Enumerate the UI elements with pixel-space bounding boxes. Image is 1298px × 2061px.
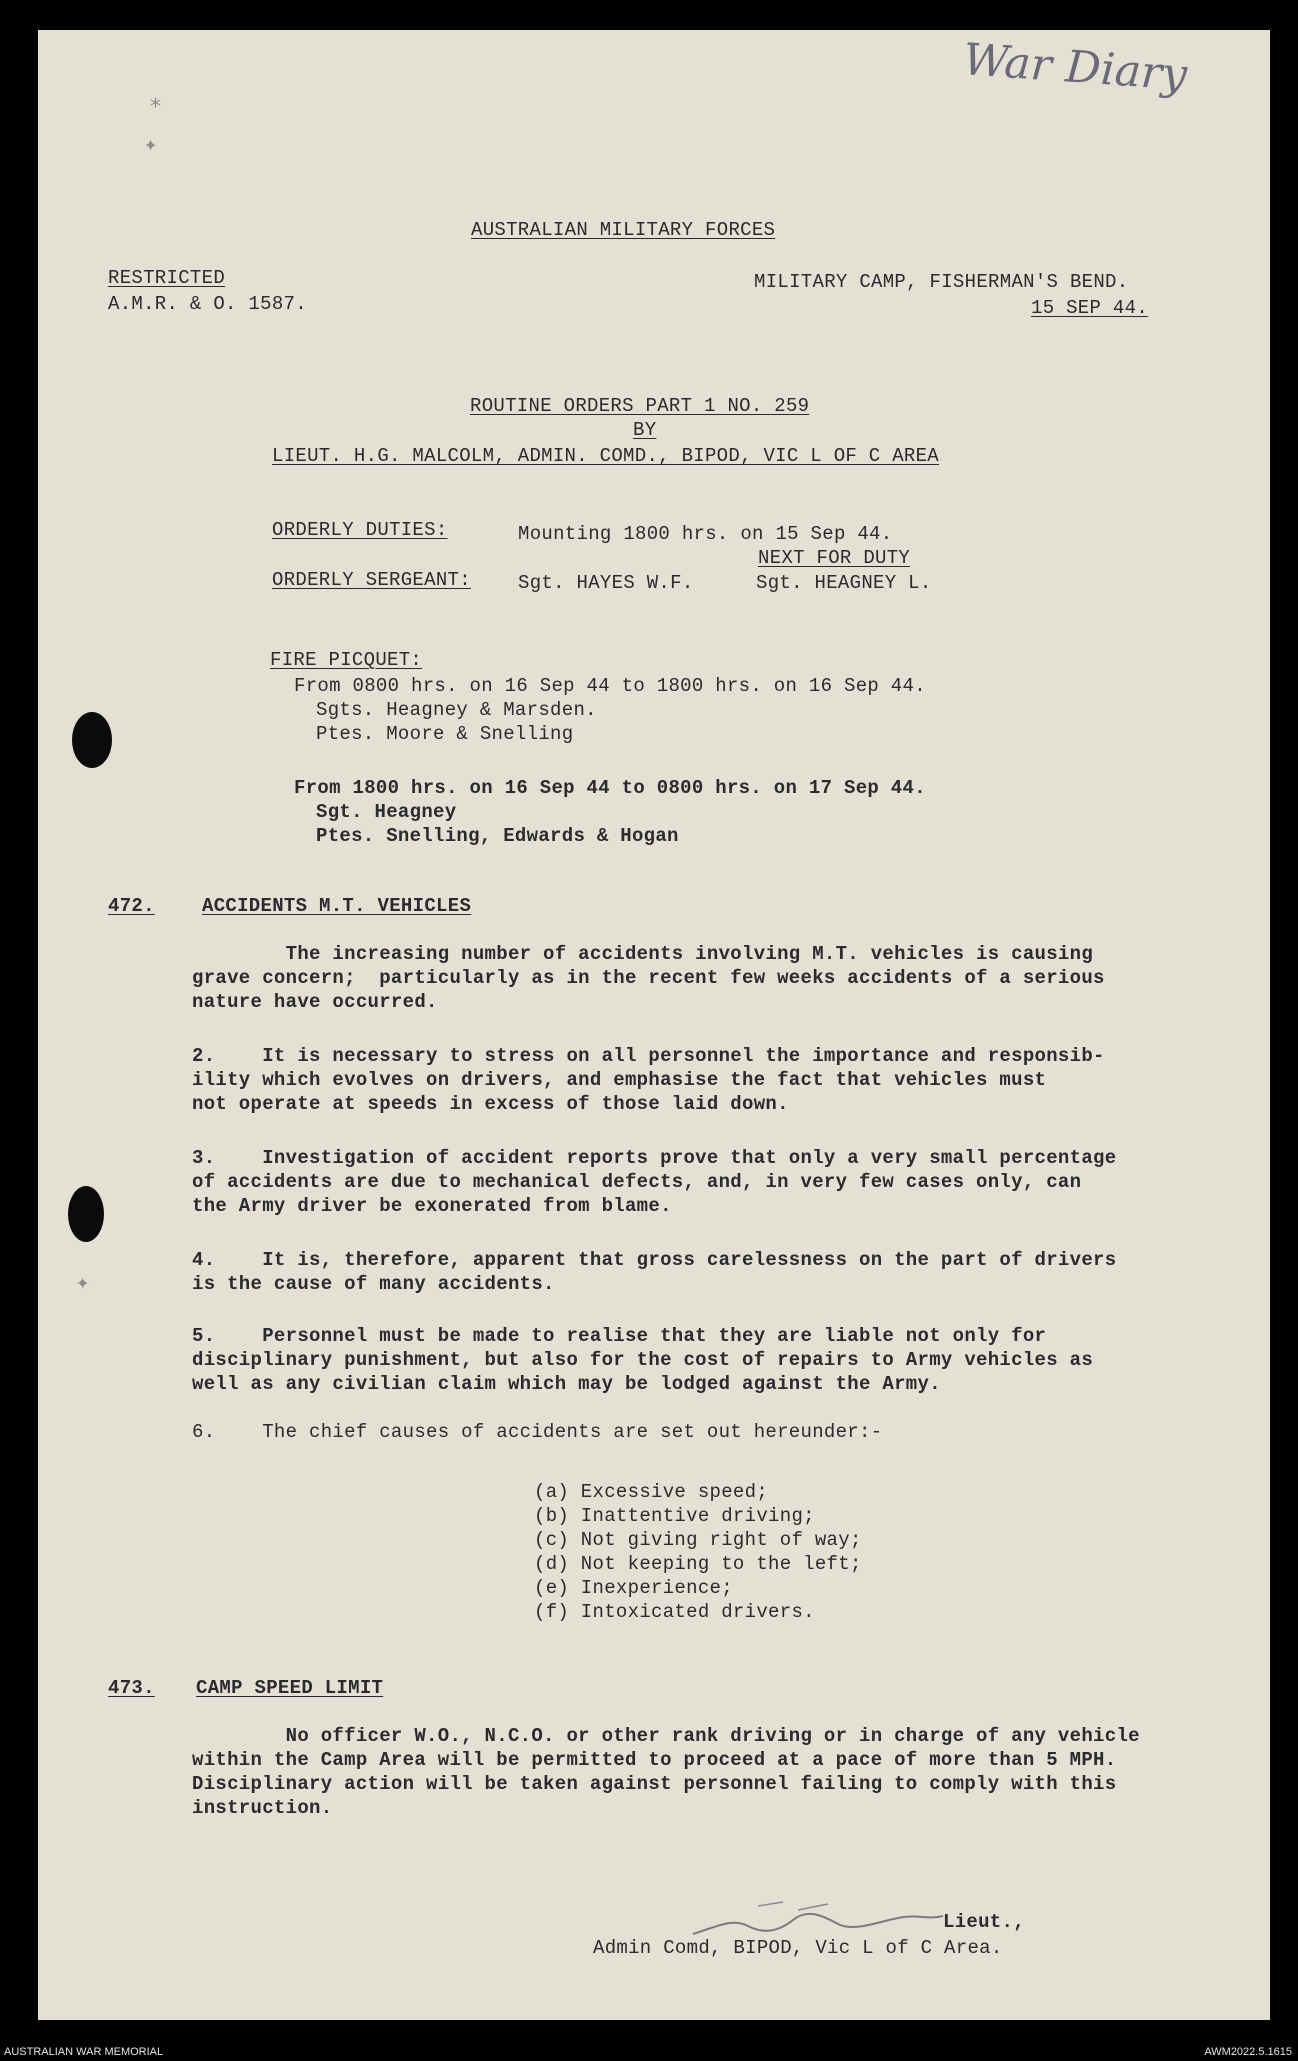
paper-dent-mark: ✦: [76, 1271, 90, 1296]
reference: A.M.R. & O. 1587.: [108, 293, 307, 315]
classification: RESTRICTED: [108, 267, 226, 289]
section-472-number: 472.: [108, 895, 155, 917]
cause-item: (e) Inexperience;: [534, 1577, 733, 1599]
paper-dent-mark: ✦: [144, 133, 158, 158]
shift-2-privates: Ptes. Snelling, Edwards & Hogan: [316, 825, 679, 847]
cause-item: (a) Excessive speed;: [534, 1481, 769, 1503]
organisation-heading: AUSTRALIAN MILITARY FORCES: [471, 219, 776, 241]
order-date: 15 SEP 44.: [1031, 297, 1149, 319]
orderly-duties-label: ORDERLY DUTIES:: [272, 519, 448, 541]
handwritten-annotation: War Diary: [961, 34, 1189, 101]
orderly-duties-value: Mounting 1800 hrs. on 15 Sep 44.: [518, 523, 893, 545]
section-473-number: 473.: [108, 1677, 155, 1699]
document-page: [38, 30, 1270, 2020]
title-line-2: BY: [633, 419, 657, 441]
location: MILITARY CAMP, FISHERMAN'S BEND.: [754, 271, 1129, 293]
paper-dent-mark: ⁎: [150, 89, 161, 114]
section-472-heading: ACCIDENTS M.T. VEHICLES: [202, 895, 472, 917]
shift-2-time: From 1800 hrs. on 16 Sep 44 to 0800 hrs. on 17 Sep 44.: [294, 777, 926, 799]
cause-item: (f) Intoxicated drivers.: [534, 1601, 815, 1623]
section-472-para-4: 4. It is, therefore, apparent that gross carelessness on the part of drivers is the cause of many accidents.: [192, 1249, 1117, 1295]
orderly-sergeant-next: Sgt. HEAGNEY L.: [756, 572, 932, 594]
title-line-3: LIEUT. H.G. MALCOLM, ADMIN. COMD., BIPOD, VIC L OF C AREA: [272, 445, 940, 467]
section-473-heading: CAMP SPEED LIMIT: [196, 1677, 384, 1699]
cause-item: (d) Not keeping to the left;: [534, 1553, 862, 1575]
signatory-title: Admin Comd, BIPOD, Vic L of C Area.: [593, 1937, 1003, 1959]
shift-1-sergeants: Sgts. Heagney & Marsden.: [316, 699, 597, 721]
fire-picquet-label: FIRE PICQUET:: [270, 649, 423, 671]
cause-item: (c) Not giving right of way;: [534, 1529, 862, 1551]
orderly-sergeant-label: ORDERLY SERGEANT:: [272, 569, 471, 591]
next-for-duty-label: NEXT FOR DUTY: [758, 547, 911, 569]
section-472-para-1: The increasing number of accidents involving M.T. vehicles is causing grave concern; particularly as in the recent few weeks accidents of a serious nature have occurred.: [192, 943, 1105, 1013]
cause-item: (b) Inattentive driving;: [534, 1505, 815, 1527]
section-472-para-5: 5. Personnel must be made to realise that they are liable not only for disciplinary punishment, but also for the cost of repairs to Army vehicles as well as any civilian claim which may be lodged against the Army.: [192, 1325, 1094, 1395]
section-472-para-2: 2. It is necessary to stress on all personnel the importance and responsib- ility which evolves on drivers, and emphasise the fact that vehicles must not operate at speeds in excess of those laid down.: [192, 1045, 1105, 1115]
shift-1-time: From 0800 hrs. on 16 Sep 44 to 1800 hrs. on 16 Sep 44.: [294, 675, 926, 697]
punch-hole: [68, 1186, 104, 1242]
shift-1-privates: Ptes. Moore & Snelling: [316, 723, 574, 745]
signatory-rank: Lieut.,: [943, 1911, 1025, 1933]
punch-hole: [72, 712, 112, 768]
footer-accession-number: AWM2022.5.1615: [1204, 2046, 1292, 2058]
footer-credit: AUSTRALIAN WAR MEMORIAL: [4, 2046, 164, 2058]
section-472-para-6: 6. The chief causes of accidents are set out hereunder:-: [192, 1421, 883, 1443]
orderly-sergeant-value: Sgt. HAYES W.F.: [518, 572, 694, 594]
section-472-para-3: 3. Investigation of accident reports prove that only a very small percentage of accidents are due to mechanical defects, and, in very few cases only, can the Army driver be exonerated from blame.: [192, 1147, 1117, 1217]
section-473-para-1: No officer W.O., N.C.O. or other rank driving or in charge of any vehicle within the Camp Area will be permitted to proceed at a pace of more than 5 MPH. Disciplinary action will be taken against personnel failing to comply with this instruction.: [192, 1725, 1140, 1819]
shift-2-sergeant: Sgt. Heagney: [316, 801, 457, 823]
title-line-1: ROUTINE ORDERS PART 1 NO. 259: [470, 395, 810, 417]
